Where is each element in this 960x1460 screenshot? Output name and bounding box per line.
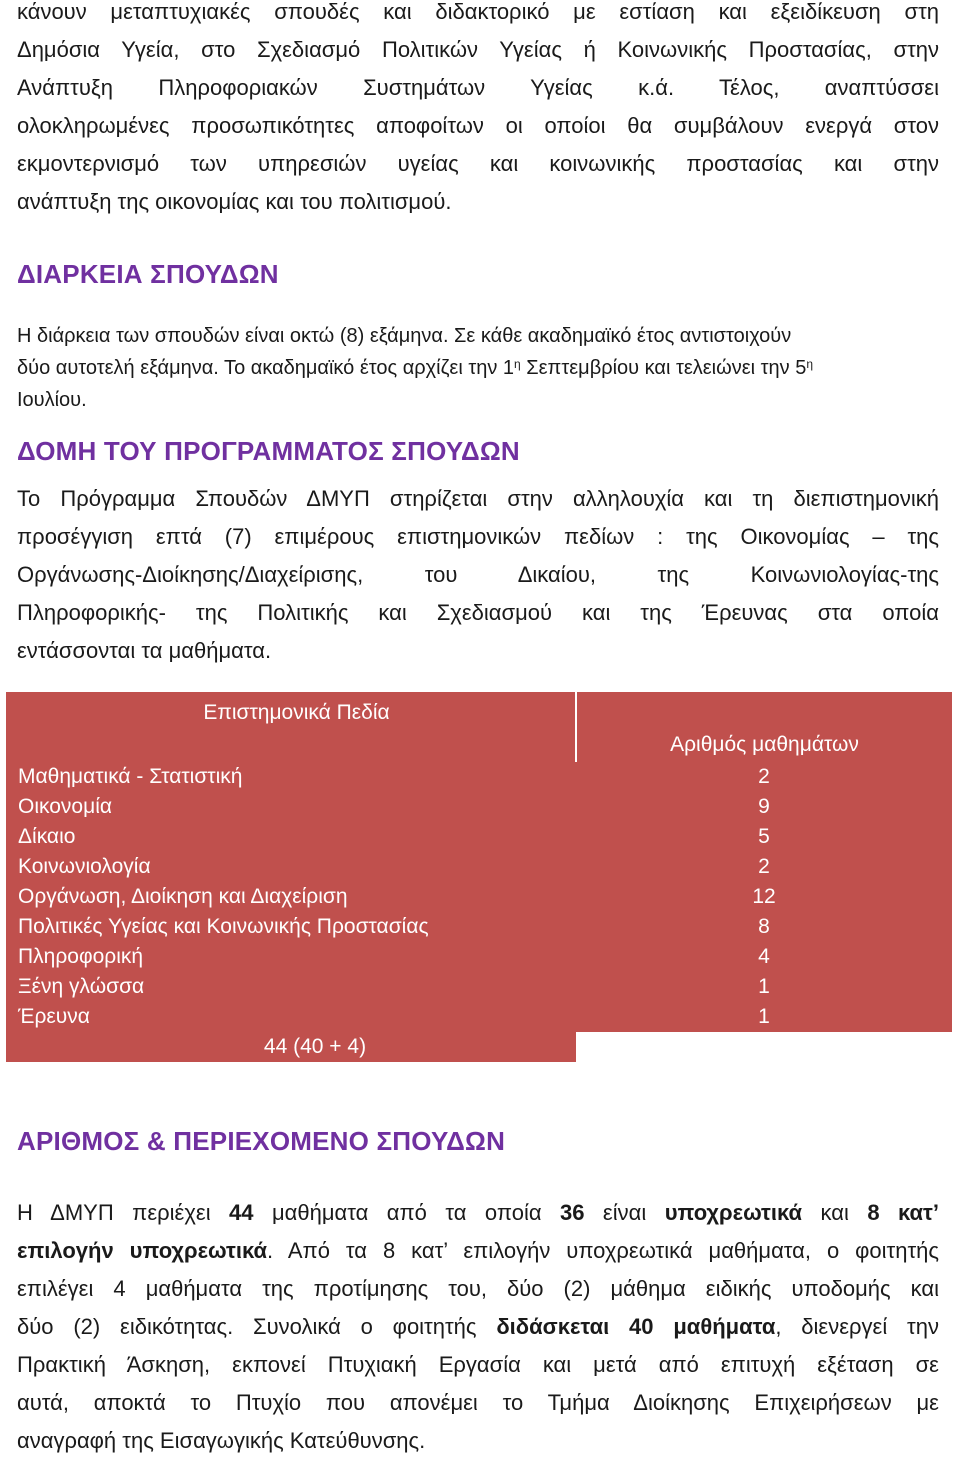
content-bold: υποχρεωτικά (664, 1200, 803, 1225)
duration-line (17, 352, 939, 384)
intro-line: κάνουν μεταπτυχιακές σπουδές και διδακτορικό με εστίαση και εξειδίκευση στη (17, 0, 939, 24)
content-text: δύο (2) ειδικότητας. Συνολικά ο φοιτητής (17, 1314, 497, 1339)
header-field: Επιστημονικά Πεδία (6, 692, 576, 762)
structure-line: Το Πρόγραμμα Σπουδών ΔΜΥΠ στηρίζεται στην αλληλουχία και τη διεπιστημονική (17, 486, 939, 511)
duration-line: Η διάρκεια των σπουδών είναι οκτώ (8) εξάμηνα. Σε κάθε ακαδημαϊκό έτος αντιστοιχούν (17, 325, 792, 347)
content-bold: 8 κατ’ (867, 1200, 939, 1225)
content-text: μαθήματα από τα οποία (253, 1200, 560, 1225)
content-text: είναι (584, 1200, 665, 1225)
field-count: 4 (576, 942, 952, 972)
content-line (17, 1308, 939, 1346)
content-text: , διενεργεί την (775, 1314, 939, 1339)
field-name: Ξένη γλώσσα (6, 972, 576, 1002)
structure-line: Οργάνωσης-Διοίκησης/Διαχείρισης, του Δικαίου, της Κοινωνιολογίας-της (17, 562, 939, 587)
table-row (6, 1002, 952, 1032)
table-row (6, 942, 952, 972)
total-count: 44 (40 + 4) (6, 1032, 576, 1062)
duration-line: Ιουλίου. (17, 389, 87, 411)
field-name: Μαθηματικά - Στατιστική (6, 762, 576, 792)
field-count: 9 (576, 792, 952, 822)
structure-heading: ΔΟΜΗ ΤΟΥ ΠΡΟΓΡΑΜΜΑΤΟΣ ΣΠΟΥΔΩΝ (17, 436, 520, 466)
content-line: αναγραφή της Εισαγωγικής Κατεύθυνσης. (17, 1428, 426, 1453)
intro-line: ολοκληρωμένες προσωπικότητες αποφοίτων οι οποίοι θα συμβάλουν ενεργά στον (17, 113, 939, 138)
field-count: 2 (576, 762, 952, 792)
field-name: Δίκαιο (6, 822, 576, 852)
duration-text: Σεπτεμβρίου και τελειώνει την 5 (520, 357, 807, 379)
table-row (6, 792, 952, 822)
intro-line: ανάπτυξη της οικονομίας και του πολιτισμού. (17, 189, 452, 214)
content-line: επιλέγει 4 μαθήματα της προτίμησης του, δύο (2) μάθημα ειδικής υποδομής και (17, 1276, 939, 1301)
table-header-row (6, 692, 952, 762)
table-total-row (6, 1032, 952, 1062)
table-row (6, 822, 952, 852)
content-line (17, 1194, 939, 1232)
field-name: Κοινωνιολογία (6, 852, 576, 882)
ordinal-mark: η (514, 357, 521, 371)
content-line (17, 1232, 939, 1270)
field-name: Οικονομία (6, 792, 576, 822)
ordinal-mark: η (806, 357, 814, 371)
content-bold: 36 (560, 1200, 585, 1225)
table-row (6, 972, 952, 1002)
field-name: Έρευνα (6, 1002, 576, 1032)
header-count: Αριθμός μαθημάτων (576, 692, 952, 762)
empty-cell (576, 1032, 952, 1062)
table-row (6, 882, 952, 912)
structure-line: Πληροφορικής- της Πολιτικής και Σχεδιασμού και της Έρευνας στα οποία (17, 600, 939, 625)
field-count: 1 (576, 1002, 952, 1032)
content-paragraph (17, 1194, 939, 1460)
field-name: Πληροφορική (6, 942, 576, 972)
table-row (6, 912, 952, 942)
table-row (6, 762, 952, 792)
fields-table (6, 692, 952, 1062)
content-text: και (802, 1200, 868, 1225)
content-bold: επιλογήν υποχρεωτικά (17, 1238, 268, 1263)
content-line: Πρακτική Άσκηση, εκπονεί Πτυχιακή Εργασία και μετά από επιτυχή εξέταση σε (17, 1352, 939, 1377)
field-name: Πολιτικές Υγείας και Κοινωνικής Προστασίας (6, 912, 576, 942)
duration-text: δύο αυτοτελή εξάμηνα. Το ακαδημαϊκό έτος αρχίζει την 1 (17, 357, 515, 379)
field-count: 1 (576, 972, 952, 1002)
content-line: αυτά, αποκτά το Πτυχίο που απονέμει το Τμήμα Διοίκησης Επιχειρήσεων με (17, 1390, 939, 1415)
table-row (6, 852, 952, 882)
field-count: 12 (576, 882, 952, 912)
duration-heading: ΔΙΑΡΚΕΙΑ ΣΠΟΥΔΩΝ (17, 259, 279, 289)
intro-line: εκμοντερνισμό των υπηρεσιών υγείας και κοινωνικής προστασίας και στην (17, 151, 939, 176)
content-bold: 44 (229, 1200, 254, 1225)
structure-paragraph (17, 480, 939, 670)
structure-line: προσέγγιση επτά (7) επιμέρους επιστημονικών πεδίων : της Οικονομίας – της (17, 524, 939, 549)
structure-line: εντάσσονται τα μαθήματα. (17, 638, 272, 663)
intro-paragraph (17, 0, 939, 221)
duration-paragraph (17, 320, 939, 416)
content-heading: ΑΡΙΘΜΟΣ & ΠΕΡΙΕΧΟΜΕΝΟ ΣΠΟΥΔΩΝ (17, 1126, 506, 1156)
field-count: 2 (576, 852, 952, 882)
intro-line: Ανάπτυξη Πληροφοριακών Συστημάτων Υγείας κ.ά. Τέλος, αναπτύσσει (17, 75, 939, 100)
content-text: Η ΔΜΥΠ περιέχει (17, 1200, 230, 1225)
field-count: 8 (576, 912, 952, 942)
content-text: . Από τα 8 κατ’ επιλογήν υποχρεωτικά μαθήματα, ο φοιτητής (267, 1238, 939, 1263)
field-count: 5 (576, 822, 952, 852)
intro-line: Δημόσια Υγεία, στο Σχεδιασμό Πολιτικών Υγείας ή Κοινωνικής Προστασίας, στην (17, 37, 939, 62)
field-name: Οργάνωση, Διοίκηση και Διαχείριση (6, 882, 576, 912)
content-bold: διδάσκεται 40 μαθήματα (496, 1314, 776, 1339)
